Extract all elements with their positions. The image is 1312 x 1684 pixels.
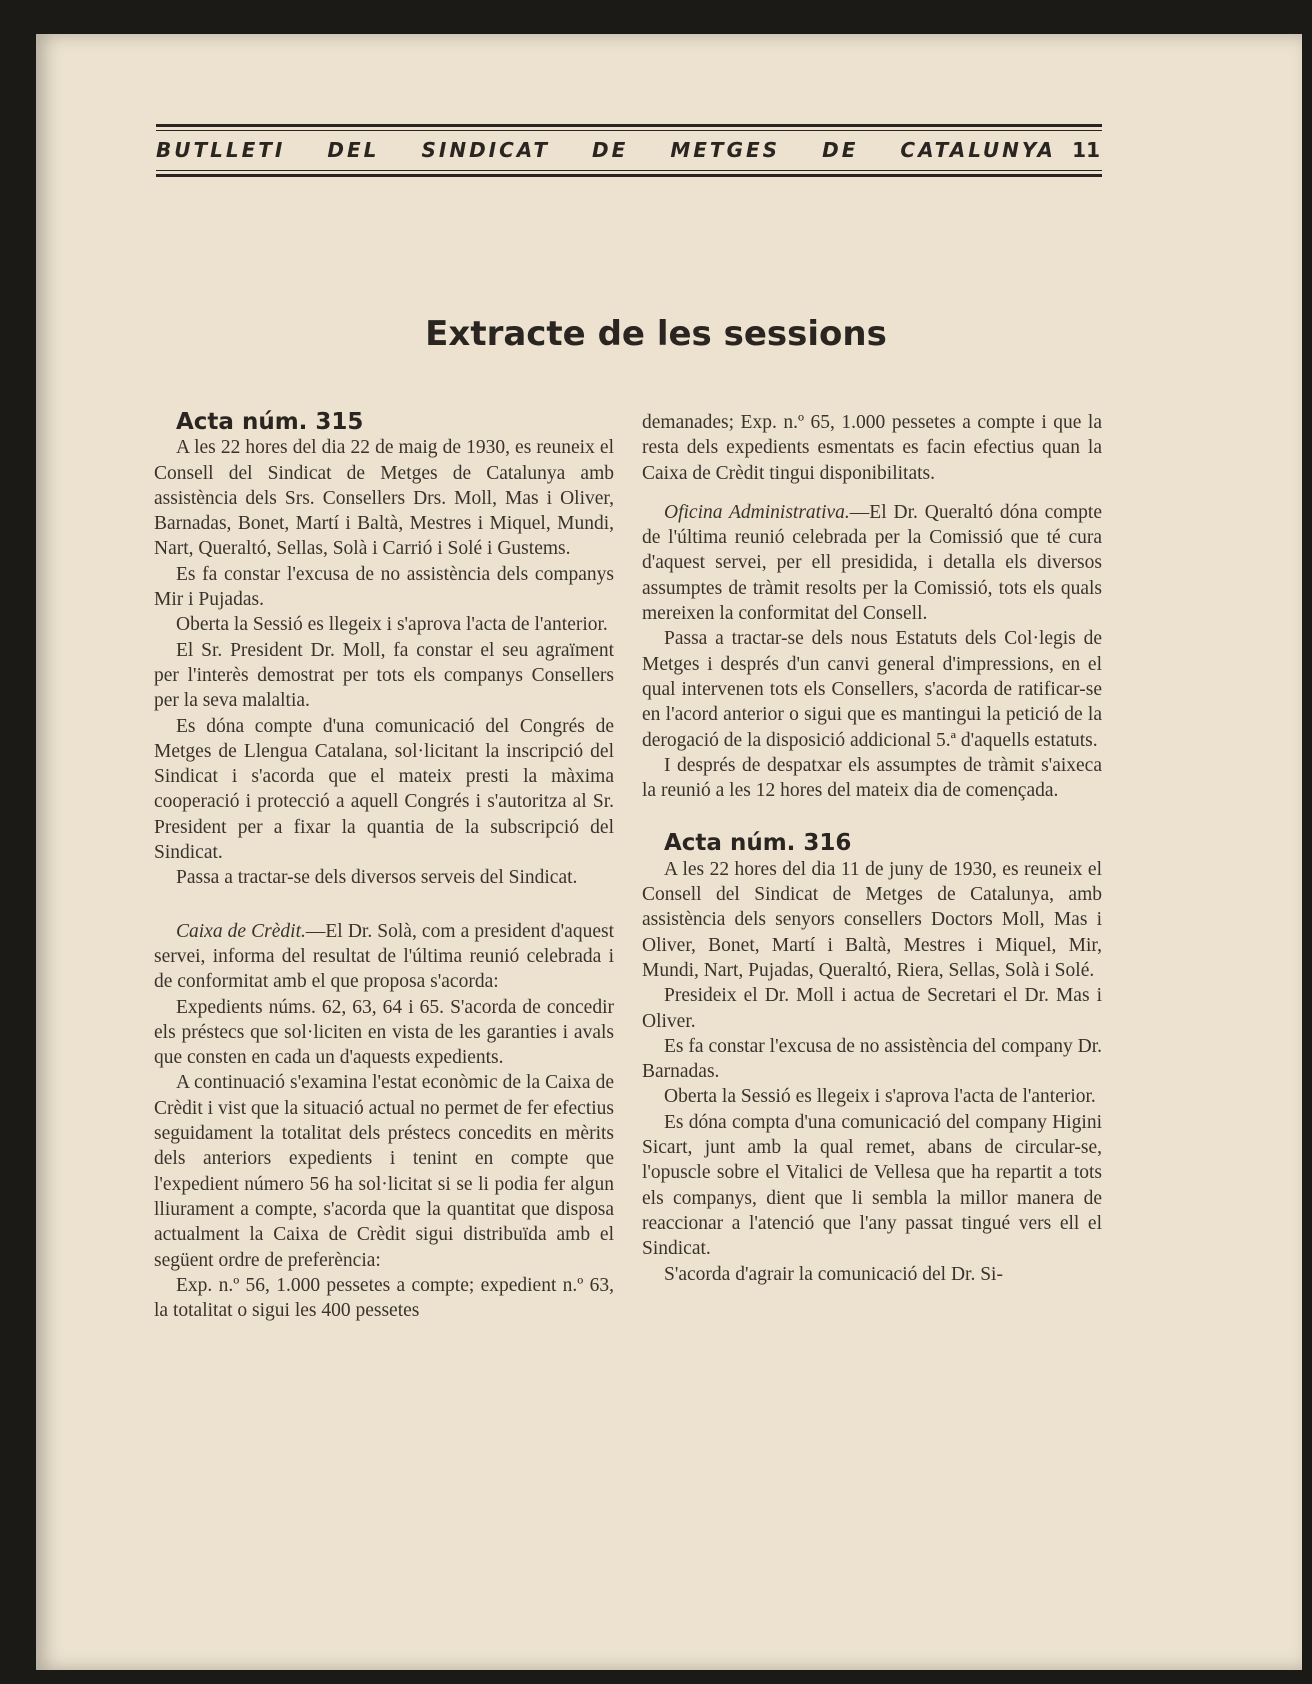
header-rule	[156, 170, 1102, 171]
paragraph: Es fa constar l'excusa de no assistència del company Dr. Barnadas.	[642, 1035, 1102, 1083]
paragraph: S'acorda d'agrair la comunicació del Dr. Si-	[664, 1263, 1003, 1285]
journal-title-word: BUTLLETI	[156, 138, 286, 162]
header-rule	[156, 174, 1102, 177]
page-number: 11	[1072, 138, 1100, 162]
journal-title-word: DE	[822, 138, 859, 162]
paragraph: Presideix el Dr. Moll i actua de Secretari el Dr. Mas i Oliver.	[642, 985, 1102, 1032]
journal-title-word: DEL	[327, 138, 380, 162]
column-right	[642, 410, 1102, 1287]
paragraph	[154, 919, 614, 995]
paragraph: A les 22 hores del dia 11 de juny de 1930, es reuneix el Consell del Sindicat de Metges de Catalunya, amb assistència dels senyors consellers Doctors Moll, Mas i Oliver, Bonet, Martí i Baltà, Mestres i Miquel, Mir, Mundi, Nart, Pujadas, Queraltó, Riera, Sellas, Solà i Solé.	[642, 858, 1102, 981]
paragraph: Expedients núms. 62, 63, 64 i 65. S'acorda de concedir els préstecs que sol·liciten en vista de les garanties i avals que consten en cada un d'aquests expedients.	[154, 996, 614, 1069]
section-label-oficina: Oficina Administrativa.	[664, 501, 850, 523]
article-title: Extracte de les sessions	[425, 314, 887, 354]
paragraph	[642, 500, 1102, 626]
journal-title-word: DE	[592, 138, 629, 162]
paragraph-text: —El Dr. Queraltó dóna compte de l'última reunió celebrada per la Comissió que té cura d'aquest servei, per ell presidida, i detalla els diversos assumptes de tràmit resolts per la Comissió, tots els quals mereixen la conformitat del Consell.	[642, 501, 1102, 625]
journal-title-word: SINDICAT	[421, 138, 550, 162]
paragraph: Oberta la Sessió es llegeix i s'aprova l'acta de l'anterior.	[176, 614, 608, 636]
paragraph: Oberta la Sessió es llegeix i s'aprova l'acta de l'anterior.	[664, 1086, 1096, 1108]
acta-316-heading: Acta núm. 316	[664, 830, 852, 857]
header-rule	[156, 124, 1102, 127]
journal-title-word: METGES	[670, 138, 781, 162]
acta-315-heading: Acta núm. 315	[176, 409, 364, 435]
journal-title-word: CATALUNYA	[900, 138, 1056, 162]
paragraph: A continuació s'examina l'estat econòmic de la Caixa de Crèdit i vist que la situació actual no permet de fer efectius seguidament la totalitat dels préstecs concedits en mèrits dels anteriors expedients i tenint en compte que l'expedient número 56 ha sol·licitat si se li podia fer algun lliurament a compte, s'acorda que la quantitat que disposa actualment la Caixa de Crèdit sigui distribuïda amb el següent ordre de preferència:	[154, 1072, 614, 1271]
paragraph: Es fa constar l'excusa de no assistència dels companys Mir i Pujadas.	[154, 563, 614, 611]
header-rule	[156, 130, 1102, 131]
paragraph: Passa a tractar-se dels diversos serveis del Sindicat.	[176, 867, 578, 889]
paragraph: Passa a tractar-se dels nous Estatuts dels Col·legis de Metges i després d'un canvi general d'impressions, en el qual intervenen tots els Consellers, s'acorda de ratificar-se en l'acord anterior o sigui que es mantingui la petició de la derogació de la disposició addicional 5.ª d'aquells estatuts.	[642, 628, 1102, 751]
paragraph: A les 22 hores del dia 22 de maig de 1930, es reuneix el Consell del Sindicat de Metges de Catalunya amb assistència dels Srs. Consellers Drs. Moll, Mas i Oliver, Barnadas, Bonet, Martí i Baltà, Mestres i Miquel, Mundi, Nart, Queraltó, Sellas, Solà i Carrió i Solé i Gustems.	[154, 437, 614, 560]
paragraph: Es dóna compte d'una comunicació del Congrés de Metges de Llengua Catalana, sol·licitant la inscripció del Sindicat i s'acorda que el mateix presti la màxima cooperació i protecció a aquell Congrés i s'autoritza al Sr. President per a fixar la quantia de la subscripció del Sindicat.	[154, 715, 614, 864]
section-label-caixa: Caixa de Crèdit.	[176, 920, 306, 942]
journal-title	[156, 138, 1056, 162]
paragraph-text: —El Dr. Solà, com a president d'aquest servei, informa del resultat de l'última reunió celebrada i de conformitat amb el que proposa s'acorda:	[154, 920, 614, 993]
running-header	[156, 124, 1102, 178]
paragraph: demanades; Exp. n.º 65, 1.000 pessetes a compte i que la resta dels expedients esmentats es facin efectius quan la Caixa de Crèdit tingui disponibilitats.	[642, 412, 1102, 484]
page	[36, 34, 1302, 1670]
paragraph: I després de despatxar els assumptes de tràmit s'aixeca la reunió a les 12 hores del mateix dia de començada.	[642, 754, 1102, 802]
paragraph: Es dóna compta d'una comunicació del company Higini Sicart, junt amb la qual remet, abans de circular-se, l'opuscle sobre el Vitalici de Vellesa que ha repartit a tots els companys, dient que li sembla la millor manera de reaccionar a l'atenció que l'any passat tingué vers ell el Sindicat.	[642, 1111, 1102, 1260]
paragraph: Exp. n.º 56, 1.000 pessetes a compte; expedient n.º 63, la totalitat o sigui les 400 pessetes	[154, 1274, 614, 1322]
paragraph: El Sr. President Dr. Moll, fa constar el seu agraïment per l'interès demostrat per tots els companys Consellers per la seva malaltia.	[154, 639, 614, 712]
column-left	[154, 410, 614, 1323]
